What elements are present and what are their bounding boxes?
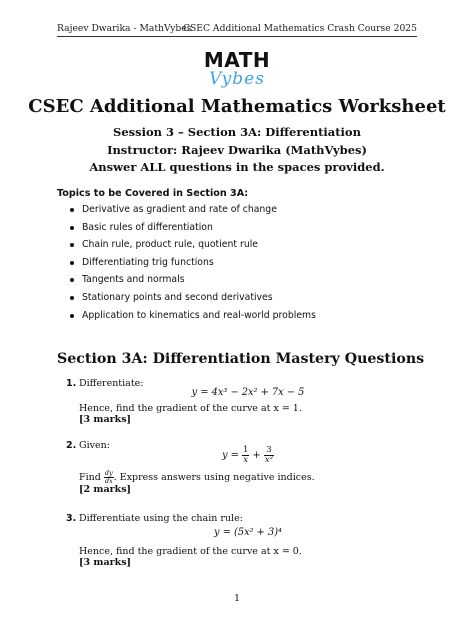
fraction-one-over-x <box>242 446 249 465</box>
fraction-denominator: x² <box>264 455 274 465</box>
section-heading: Section 3A: Differentiation Mastery Questions <box>57 351 425 367</box>
header-course: CSEC Additional Mathematics Crash Course 2025 <box>182 23 417 34</box>
question-number: 2. <box>66 440 77 451</box>
header-author: Rajeev Dwarika - MathVybes <box>57 23 192 34</box>
topic-text: Basic rules of differentiation <box>82 221 213 233</box>
find-word: Find <box>79 472 101 483</box>
instructions-subtitle: Answer ALL questions in the spaces provided. <box>89 160 385 174</box>
topic-text: Tangents and normals <box>82 274 185 286</box>
topic-text: Differentiating trig functions <box>82 256 214 268</box>
list-item <box>70 222 316 240</box>
question-number: 1. <box>66 378 77 389</box>
page-number: 1 <box>233 593 241 604</box>
question-followup <box>79 470 315 485</box>
mathvybes-logo <box>0 50 474 88</box>
page-header <box>57 23 417 37</box>
derivative-numerator: dy <box>104 469 113 477</box>
bullet-icon <box>70 226 74 230</box>
topic-text: Chain rule, product rule, quotient rule <box>82 239 259 251</box>
topic-text: Derivative as gradient and rate of change <box>82 204 277 215</box>
list-item <box>70 257 316 275</box>
topics-list <box>70 204 316 327</box>
question-followup: Hence, find the gradient of the curve at x = 1. <box>79 403 302 414</box>
question-2 <box>57 440 417 500</box>
derivative-dy-dx <box>104 470 114 485</box>
question-prompt: Given: <box>79 440 110 451</box>
question-1 <box>57 378 417 428</box>
list-item <box>70 274 316 292</box>
instructor-subtitle: Instructor: Rajeev Dwarika (MathVybes) <box>107 143 367 157</box>
fraction-denominator: x <box>243 455 249 465</box>
bullet-icon <box>70 261 74 265</box>
bullet-icon <box>70 278 74 282</box>
logo-math-text: MATH <box>203 48 271 72</box>
list-item <box>70 292 316 310</box>
plus-sign: + <box>252 450 261 461</box>
worksheet-title: CSEC Additional Mathematics Worksheet <box>28 96 446 117</box>
session-subtitle: Session 3 – Section 3A: Differentiation <box>113 125 361 139</box>
question-3 <box>57 513 417 573</box>
bullet-icon <box>70 208 74 212</box>
marks-label: [2 marks] <box>79 484 132 495</box>
fraction-numerator: 1 <box>242 445 249 455</box>
bullet-icon <box>70 243 74 247</box>
topic-text: Application to kinematics and real-world problems <box>82 309 316 321</box>
bullet-icon <box>70 296 74 300</box>
question-equation: y = 4x³ − 2x² + 7x − 5 <box>191 387 305 398</box>
fraction-three-over-x-squared <box>264 446 274 465</box>
marks-label: [3 marks] <box>79 414 132 425</box>
topics-heading: Topics to be Covered in Section 3A: <box>57 188 249 199</box>
fraction-numerator: 3 <box>264 446 274 456</box>
marks-label: [3 marks] <box>79 557 132 568</box>
equation-lhs: y = <box>221 450 239 461</box>
list-item <box>70 204 316 222</box>
list-item <box>70 310 316 328</box>
question-followup: Hence, find the gradient of the curve at x = 0. <box>79 546 302 557</box>
question-number: 3. <box>66 513 77 524</box>
question-prompt: Differentiate using the chain rule: <box>79 513 243 524</box>
header-rule <box>57 36 417 37</box>
question-equation: y = (5x² + 3)⁴ <box>214 527 282 538</box>
list-item <box>70 239 316 257</box>
question-prompt: Differentiate: <box>79 378 144 389</box>
bullet-icon <box>70 314 74 318</box>
topic-text: Stationary points and second derivatives <box>82 291 273 303</box>
question-equation <box>79 446 417 465</box>
derivative-denominator: dx <box>104 477 113 485</box>
followup-text: . Express answers using negative indices. <box>113 472 315 483</box>
logo-vybes-text: Vybes <box>209 69 265 89</box>
